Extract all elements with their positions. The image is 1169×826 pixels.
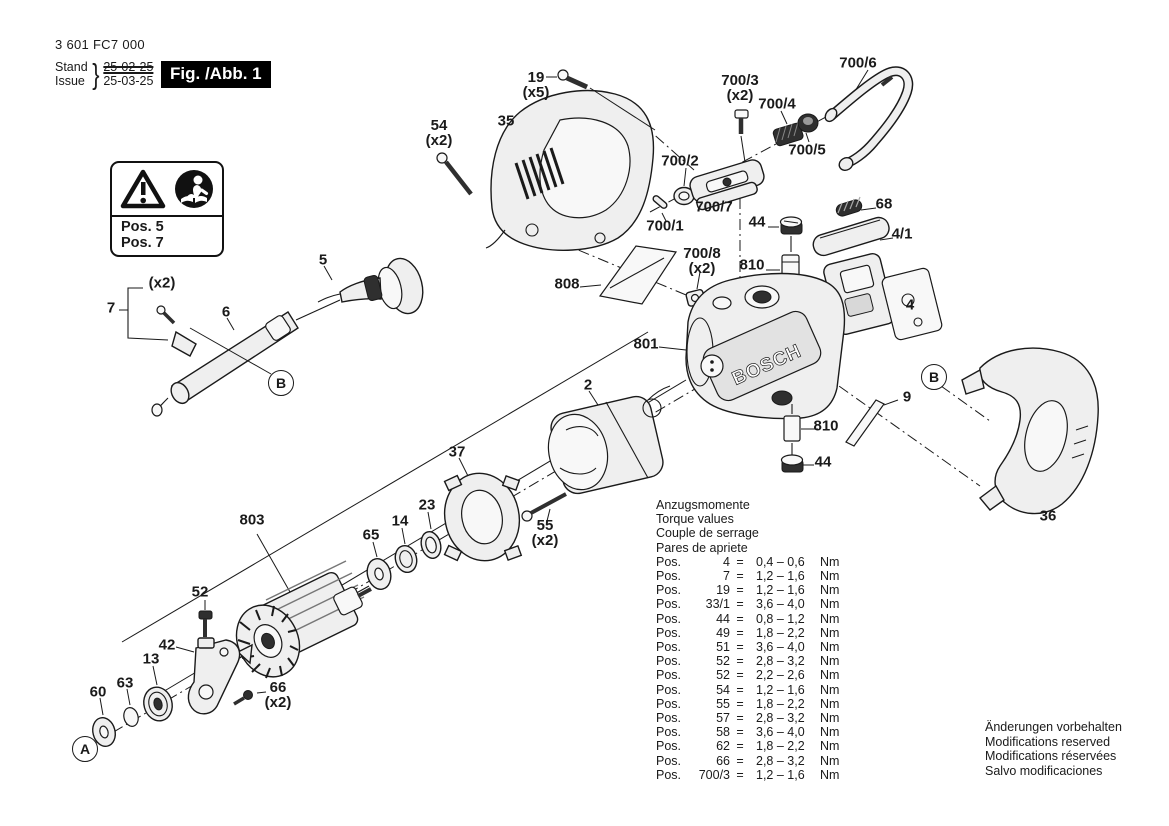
stand-label: Stand (55, 60, 88, 74)
label-35: 35 (497, 112, 515, 130)
torque-row: Pos. 19 = 1,2 – 1,6 Nm (656, 583, 840, 598)
spring-68 (835, 197, 876, 218)
read-manual-icon (173, 168, 215, 210)
insulating-foil-808 (580, 246, 676, 304)
note-es: Salvo modificaciones (985, 763, 1103, 778)
ring-63 (122, 689, 140, 728)
torque-row: Pos. 57 = 2,8 – 3,2 Nm (656, 711, 840, 726)
brush-cap-44-bottom (782, 455, 815, 472)
screw-700-3 (735, 110, 748, 162)
label-700-4: 700/4 (758, 95, 796, 113)
label-2: 2 (583, 376, 593, 394)
torque-title-de: Anzugsmomente (656, 498, 750, 512)
label-14: 14 (391, 512, 409, 530)
torque-row: Pos. 49 = 1,8 – 2,2 Nm (656, 625, 840, 640)
label-6: 6 (221, 303, 231, 321)
label-700-2: 700/2 (661, 152, 699, 170)
label-60: 60 (89, 683, 107, 701)
label-700-8: 700/8 (x2) (683, 245, 721, 277)
safety-icons (112, 163, 222, 217)
torque-row: Pos. 58 = 3,6 – 4,0 Nm (656, 725, 840, 740)
label-5: 5 (318, 251, 328, 269)
label-7-qty: (x2) (148, 274, 176, 292)
label-23: 23 (418, 496, 436, 514)
label-19: 19 (x5) (522, 69, 550, 101)
torque-row: Pos. 52 = 2,2 – 2,6 Nm (656, 668, 840, 683)
part-number: 3 601 FC7 000 (55, 37, 145, 52)
label-700-5: 700/5 (788, 141, 826, 159)
torque-row: Pos. 54 = 1,2 – 1,6 Nm (656, 682, 840, 697)
label-4-1: 4/1 (891, 225, 913, 243)
screw-54 (437, 153, 471, 194)
brush-cap-44-top (768, 217, 802, 252)
label-68: 68 (875, 195, 893, 213)
torque-row: Pos. 4 = 0,4 – 0,6 Nm (656, 554, 840, 569)
safety-pos-line2: Pos. 7 (121, 234, 164, 251)
torque-row: Pos. 62 = 1,8 – 2,2 Nm (656, 739, 840, 754)
bearing-14 (392, 528, 419, 575)
ring-23 (418, 512, 443, 560)
safety-pos-text (112, 217, 222, 255)
label-44-bottom: 44 (814, 453, 832, 471)
view-ref-a: A (72, 736, 98, 762)
torque-row: Pos. 44 = 0,8 – 1,2 Nm (656, 611, 840, 626)
label-plate-9 (846, 400, 898, 446)
screw-66 (234, 691, 266, 705)
note-fr: Modifications réservées (985, 749, 1117, 764)
label-63: 63 (116, 674, 134, 692)
torque-title-es: Pares de apriete (656, 540, 748, 555)
washer-65 (364, 542, 394, 592)
label-13: 13 (142, 650, 160, 668)
label-7: 7 (106, 299, 116, 317)
label-55: 55 (x2) (531, 517, 559, 549)
stator-2 (541, 386, 670, 496)
label-44-top: 44 (748, 213, 766, 231)
note-de: Änderungen vorbehalten (985, 720, 1122, 734)
bearing-13 (140, 666, 176, 724)
baffle-plate-37 (437, 458, 528, 568)
torque-row: Pos. 33/1 = 3,6 – 4,0 Nm (656, 597, 840, 612)
view-ref-b-right: B (921, 364, 947, 390)
torque-row: Pos. 51 = 3,6 – 4,0 Nm (656, 640, 840, 655)
torque-row: Pos. 7 = 1,2 – 1,6 Nm (656, 569, 840, 584)
label-808: 808 (554, 275, 580, 293)
armature-803 (225, 534, 371, 687)
cover-4-1 (811, 215, 893, 258)
label-700-6: 700/6 (839, 54, 877, 72)
old-date: 25-02-25 (103, 60, 154, 74)
label-37: 37 (448, 443, 466, 461)
issue-label: Issue (55, 73, 85, 88)
torque-table (656, 498, 839, 782)
warning-triangle-icon (120, 168, 166, 210)
label-700-7: 700/7 (695, 198, 733, 216)
cord-set-5 (318, 251, 428, 317)
cable-sleeve-6 (152, 300, 340, 416)
torque-row: Pos. 55 = 1,8 – 2,2 Nm (656, 696, 840, 711)
handle-housing-36 (962, 348, 1098, 513)
revision-dates (55, 58, 154, 91)
label-810-top: 810 (739, 256, 765, 274)
safety-pos-line1: Pos. 5 (121, 219, 164, 235)
label-9: 9 (902, 388, 912, 406)
label-803: 803 (239, 511, 265, 529)
label-801: 801 (633, 335, 659, 353)
label-700-1: 700/1 (646, 217, 684, 235)
label-52: 52 (191, 583, 209, 601)
torque-row: Pos. 66 = 2,8 – 3,2 Nm (656, 753, 840, 768)
bearing-bracket-42 (176, 638, 240, 714)
label-66: 66 (x2) (264, 679, 292, 711)
torque-row: Pos. 52 = 2,8 – 3,2 Nm (656, 654, 840, 669)
note-en: Modifications reserved (985, 734, 1111, 749)
safety-note-box (110, 161, 224, 257)
label-54: 54 (x2) (425, 117, 453, 149)
screw-52 (199, 600, 212, 637)
new-date: 25-03-25 (103, 73, 154, 88)
label-42: 42 (158, 636, 176, 654)
brace-glyph: } (91, 58, 100, 91)
bosch-logo-text: BOSCH (729, 340, 805, 390)
handle-bar-700-6 (823, 70, 908, 173)
modification-notes (985, 720, 1122, 778)
label-810-bottom: 810 (813, 417, 839, 435)
title-block (55, 37, 154, 91)
view-ref-b-left: B (268, 370, 294, 396)
torque-title-en: Torque values (656, 512, 734, 527)
cord-clamp-7 (119, 288, 196, 356)
label-700-3: 700/3 (x2) (721, 72, 759, 104)
label-36: 36 (1039, 507, 1057, 525)
torque-title-fr: Couple de serrage (656, 526, 759, 541)
label-4: 4 (905, 296, 915, 314)
figure-label: Fig. /Abb. 1 (161, 61, 271, 88)
torque-row: Pos. 700/3 = 1,2 – 1,6 Nm (656, 767, 840, 782)
label-65: 65 (362, 526, 380, 544)
